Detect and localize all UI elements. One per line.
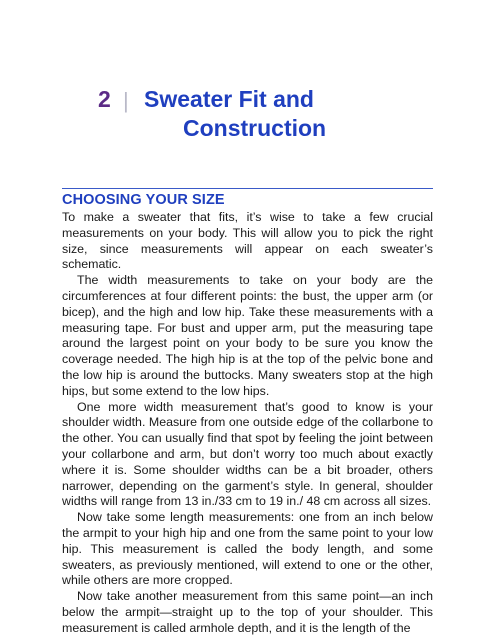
paragraph: One more width measurement that’s good to know is your shoulder width. Measure from one outside edge of the collarbone to the other. You can usually find that spot by feeling the joint between your collarbone and arm, but don’t worry too much about exactly where it is. Some shoulder widths can be a bit broader, others narrower, depending on the garment’s style. In general, shoulder widths will range from 13 in./33 cm to 19 in./ 48 cm across all sizes. [62, 399, 433, 509]
chapter-title-line1: Sweater Fit and [144, 86, 314, 112]
chapter-title-line2: Construction [183, 115, 327, 141]
paragraph: The width measurements to take on your body are the circumferences at four different points: the bust, the upper arm (or bicep), and the high and low hip. Take these measurements with a measuring tape. For bust and upper arm, put the measuring tape around the largest point on your body to be sure you know the coverage needed. The high hip is at the top of the pelvic bone and the low hip is around the buttocks. Many sweaters stop at the high hips, but some extend to the low hips. [62, 273, 433, 398]
chapter-number: 2 [98, 86, 111, 112]
paragraph: Now take some length measurements: one from an inch below the armpit to your high hip and one from the same point to your low hip. This measurement is called the body length, and some sweaters, as previously mentioned, will extend to one or the other, while others are more cropped. [62, 510, 433, 588]
section-divider [62, 188, 433, 189]
paragraph: To make a sweater that fits, it’s wise to take a few crucial measurements on your body. This will allow you to pick the right size, since measurements will appear on each sweater’s schematic. [62, 210, 433, 272]
body-text [62, 210, 433, 637]
paragraph: Now take another measurement from this same point—an inch below the armpit—straight up to the top of your shoulder. This measurement is called armhole depth, and it is the length of the [62, 589, 433, 635]
chapter-separator: | [123, 88, 129, 113]
section-heading: CHOOSING YOUR SIZE [62, 192, 225, 208]
